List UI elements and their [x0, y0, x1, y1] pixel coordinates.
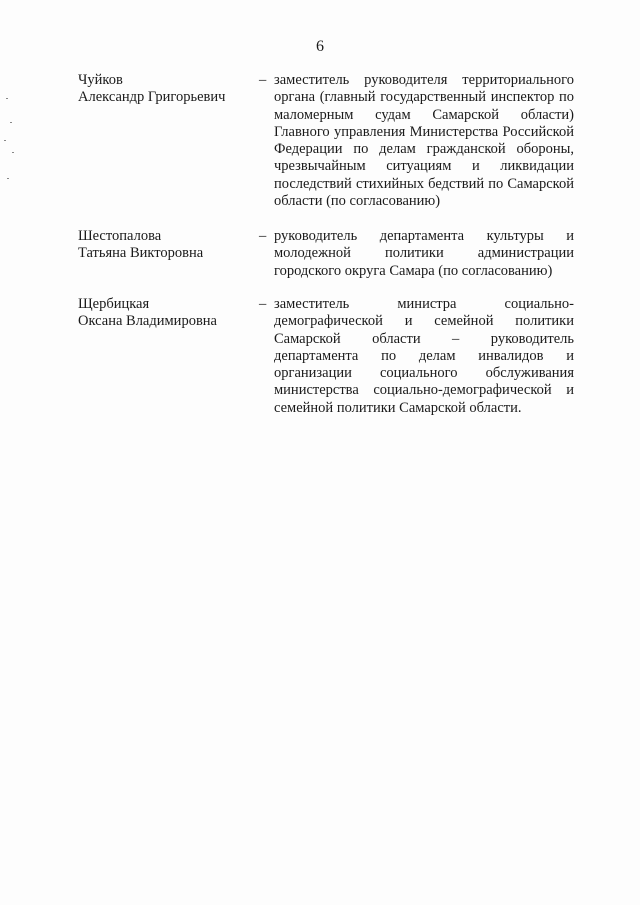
- member-surname: Шестопалова: [78, 228, 162, 244]
- scan-speck: [6, 98, 8, 99]
- dash-separator: –: [259, 72, 267, 88]
- member-surname: Чуйков: [78, 72, 123, 88]
- member-given-names: Оксана Владимировна: [78, 313, 217, 329]
- scan-speck: [10, 122, 12, 123]
- member-name: [78, 228, 258, 262]
- member-position: заместитель министра социально-демографической и семейной политики Самарской области – руководитель департамента по делам инвалидов и организации социального обслуживания министерства социально-демографической и семейной политики Самарской области.: [274, 296, 574, 416]
- member-given-names: Александр Григорьевич: [78, 89, 226, 105]
- scan-speck: [12, 152, 14, 153]
- scan-speck: [4, 140, 6, 141]
- page-number: 6: [316, 38, 324, 55]
- dash-separator: –: [259, 228, 267, 244]
- scan-speck: [7, 178, 9, 179]
- member-name: [78, 72, 258, 106]
- member-name: [78, 296, 258, 330]
- member-given-names: Татьяна Викторовна: [78, 245, 204, 261]
- member-position: заместитель руководителя территориального органа (главный государственный инспектор по маломерным судам Самарской области) Главного управления Министерства Российской Федерации по делам гражданской обороны, чрезвычайным ситуациям и ликвидации последствий стихийных бедствий по Самарской области (по согласованию): [274, 72, 574, 210]
- dash-separator: –: [259, 296, 267, 312]
- member-surname: Щербицкая: [78, 296, 150, 312]
- member-position: руководитель департамента культуры и молодежной политики администрации городского округа Самара (по согласованию): [274, 228, 574, 279]
